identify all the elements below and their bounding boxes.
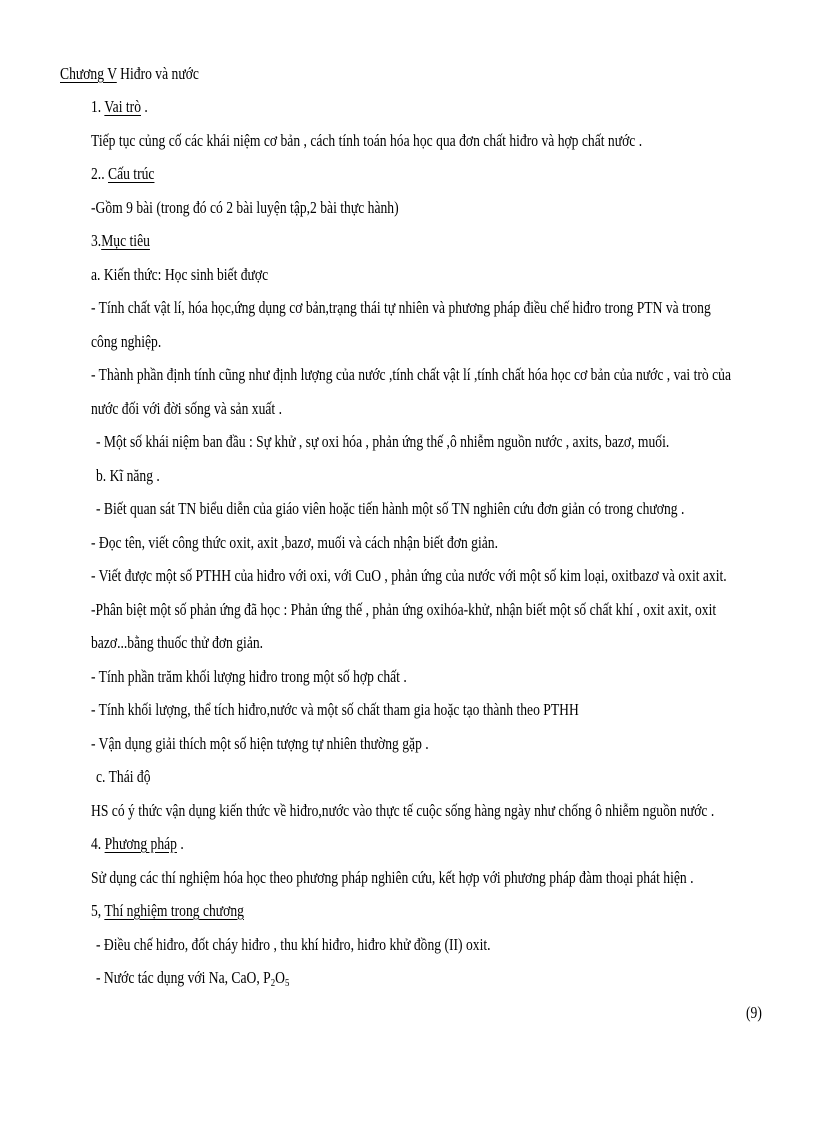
section-4-tail: . xyxy=(176,834,184,853)
skills-line: - Tính khối lượng, thể tích hiđro,nước và một số chất tham gia hoặc tạo thành theo PTHH xyxy=(91,700,579,719)
chapter-title: Hiđro và nước xyxy=(120,64,199,83)
page-number: (9) xyxy=(746,1003,762,1022)
knowledge-line: - Một số khái niệm ban đầu : Sự khử , sự oxi hóa , phản ứng thế ,ô nhiễm nguồn nước , axits, bazơ, muối. xyxy=(96,432,670,451)
knowledge-heading: a. Kiến thức: Học sinh biết được xyxy=(91,265,269,284)
attitude-line: HS có ý thức vận dụng kiến thức về hiđro,nước vào thực tế cuộc sống hàng ngày như chống ô nhiễm nguồn nước . xyxy=(91,801,715,820)
skills-line: - Tính phần trăm khối lượng hiđro trong một số hợp chất . xyxy=(91,667,407,686)
skills-line: -Phân biệt một số phản ứng đã học : Phản ứng thế , phản ứng oxihóa-khử, nhận biết một số chất khí , oxit axit, oxit xyxy=(91,600,717,619)
section-2-text: -Gồm 9 bài (trong đó có 2 bài luyện tập,2 bài thực hành) xyxy=(91,198,399,217)
skills-line: - Vận dụng giải thích một số hiện tượng tự nhiên thường gặp . xyxy=(91,734,429,753)
skills-line: - Biết quan sát TN biểu diễn của giáo viên hoặc tiến hành một số TN nghiên cứu đơn giản có trong chương . xyxy=(96,499,685,518)
section-1-heading xyxy=(91,97,148,117)
knowledge-line: - Thành phần định tính cũng như định lượng của nước ,tính chất vật lí ,tính chất hóa học cơ bản của nước , vai trò của xyxy=(91,365,731,384)
section-3-title: Mục tiêu xyxy=(101,231,150,250)
section-1-tail: . xyxy=(141,97,148,116)
section-1-title: Vai trò xyxy=(104,97,141,116)
section-2-number: 2.. xyxy=(91,164,105,183)
subscript: 5 xyxy=(284,977,290,989)
section-2-heading xyxy=(91,164,154,184)
section-5-heading xyxy=(91,901,244,921)
experiment-text: - Nước tác dụng với Na, CaO, P xyxy=(96,968,271,987)
section-4-number: 4. xyxy=(91,834,102,853)
chapter-heading xyxy=(60,64,199,84)
knowledge-line: công nghiệp. xyxy=(91,332,162,351)
section-4-text: Sử dụng các thí nghiệm hóa học theo phương pháp nghiên cứu, kết hợp với phương pháp đàm thoại phát hiện . xyxy=(91,868,694,887)
knowledge-line: nước đối với đời sống và sản xuất . xyxy=(91,399,282,418)
knowledge-line: - Tính chất vật lí, hóa học,ứng dụng cơ bản,trạng thái tự nhiên và phương pháp điều chế hiđro trong PTN và trong xyxy=(91,298,711,317)
experiment-line: - Điều chế hiđro, đốt cháy hiđro , thu khí hiđro, hiđro khử đồng (II) oxit. xyxy=(96,935,491,954)
section-3-number: 3. xyxy=(91,231,102,250)
section-5-number: 5, xyxy=(91,901,102,920)
section-3-heading xyxy=(91,231,150,251)
skills-line: - Đọc tên, viết công thức oxit, axit ,bazơ, muối và cách nhận biết đơn giản. xyxy=(91,533,498,552)
section-5-title: Thí nghiệm trong chương xyxy=(104,901,244,920)
skills-heading: b. Kĩ năng . xyxy=(96,466,160,485)
skills-line: bazơ...bằng thuốc thử đơn giản. xyxy=(91,633,264,652)
experiment-line xyxy=(96,968,289,988)
attitude-heading: c. Thái độ xyxy=(96,767,151,786)
section-1-number: 1. xyxy=(91,97,102,116)
section-4-heading xyxy=(91,834,184,854)
subscript: 2 xyxy=(270,977,276,989)
experiment-text: O xyxy=(275,968,285,987)
skills-line: - Viết được một số PTHH của hiđro với oxi, với CuO , phản ứng của nước với một số kim loại, oxitbazơ và oxit axit. xyxy=(91,566,727,585)
section-4-title: Phương pháp xyxy=(104,834,177,853)
section-2-title: Cấu trúc xyxy=(108,164,155,183)
section-1-text: Tiếp tục củng cố các khái niệm cơ bản , cách tính toán hóa học qua đơn chất hiđro và hợp chất nước . xyxy=(91,131,643,150)
chapter-label: Chương V xyxy=(60,64,117,83)
